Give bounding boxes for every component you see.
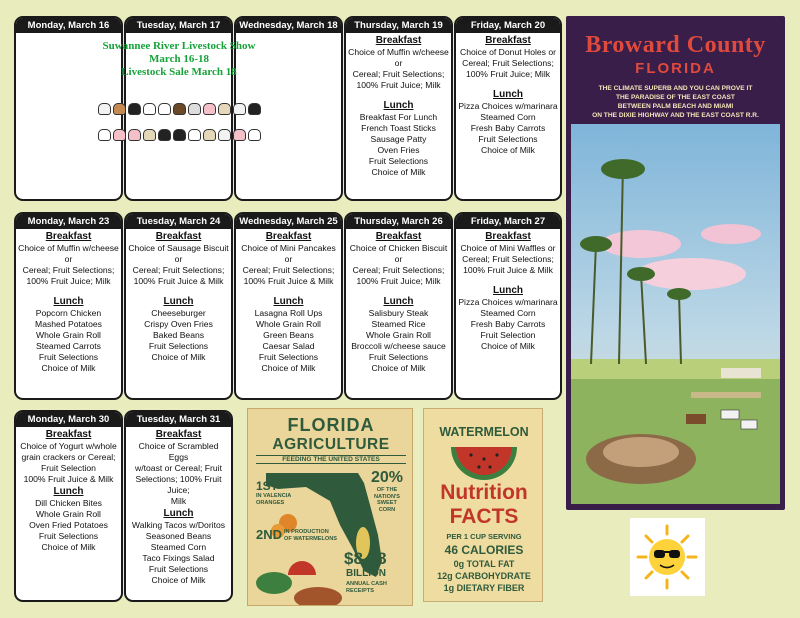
menu-body (346, 229, 451, 376)
breakfast-label: Breakfast (155, 429, 202, 440)
pig-icon (128, 129, 141, 141)
breakfast-line: Choice of Muffin w/cheese or (18, 243, 119, 264)
day-header: Monday, March 30 (16, 412, 121, 427)
cow-icon (248, 103, 261, 115)
breakfast-line: 100% Fruit Juice; Milk (356, 276, 441, 286)
breakfast-line: Cereal; Fruit Selections; (352, 265, 445, 275)
agri-money-note: ANNUAL CASH RECEIPTS (346, 581, 387, 594)
cow-icon (158, 129, 171, 141)
lunch-item: Choice of Milk (261, 363, 316, 373)
sheep-icon (248, 129, 261, 141)
breakfast-line: Choice of Chicken Biscuit or (349, 243, 448, 264)
breakfast-line: Fruit Selection (41, 463, 96, 473)
melon-nutrition: Nutrition (440, 481, 528, 504)
lunch-item: Dill Chicken Bites (35, 498, 102, 508)
poster-tagline (570, 84, 781, 120)
agri-first-note: IN VALENCIA ORANGES (256, 493, 292, 506)
menu-body (126, 229, 231, 365)
day-card-wed25 (234, 212, 343, 400)
lunch-item: Fruit Selections (38, 531, 99, 541)
breakfast-label: Breakfast (375, 231, 422, 242)
lunch-label: Lunch (273, 296, 304, 307)
breakfast-line: Choice of Mini Waffles or (460, 243, 556, 253)
lunch-item: Fruit Selections (258, 352, 319, 362)
lunch-item: Fruit Selections (38, 352, 99, 362)
lunch-item: Mashed Potatoes (35, 319, 102, 329)
breakfast-line: 100% Fruit Juice & Milk (463, 265, 553, 275)
lunch-item: Choice of Milk (41, 542, 96, 552)
breakfast-label: Breakfast (375, 35, 422, 46)
pig-icon (233, 129, 246, 141)
lunch-item: Fresh Baby Carrots (470, 123, 546, 133)
menu-body (456, 229, 560, 354)
lunch-item: Fruit Selection (480, 330, 536, 340)
lunch-item: Whole Grain Roll (256, 319, 321, 329)
pig-icon (203, 103, 216, 115)
lunch-item: Steamed Rice (371, 319, 426, 329)
lunch-item: Oven Fries (377, 145, 420, 155)
day-card-fri27 (454, 212, 562, 400)
melon-calories: 46 CALORIES (444, 543, 524, 557)
melon-fiber: 1g DIETARY FIBER (443, 583, 525, 593)
lunch-item: Crispy Oven Fries (144, 319, 213, 329)
chicken-icon (188, 103, 201, 115)
tagline-3: BETWEEN PALM BEACH AND MIAMI (617, 103, 734, 110)
lunch-item: Salisbury Steak (368, 308, 429, 318)
breakfast-label: Breakfast (265, 231, 312, 242)
animal-row-1 (20, 103, 338, 115)
breakfast-line: Choice of Mini Pancakes or (241, 243, 336, 264)
breakfast-line: Milk (170, 496, 187, 506)
cow-icon (294, 587, 342, 606)
breakfast-line: Selections; 100% Fruit Juice; (135, 474, 222, 495)
lunch-item: Sausage Patty (370, 134, 427, 144)
lunch-item: Pizza Choices w/marinara (458, 101, 558, 111)
breakfast-line: Cereal; Fruit Selections; (462, 254, 554, 264)
melon-fat: 0g TOTAL FAT (453, 559, 515, 569)
lunch-item: Fresh Baby Carrots (470, 319, 546, 329)
lunch-item: Cheeseburger (151, 308, 206, 318)
lunch-item: Choice of Milk (151, 352, 206, 362)
lunch-item: Baked Beans (152, 330, 205, 340)
lunch-label: Lunch (383, 100, 414, 111)
lunch-item: Taco Fixings Salad (142, 553, 215, 563)
chicken-icon (158, 103, 171, 115)
lunch-item: Choice of Milk (481, 341, 535, 351)
melon-serving: PER 1 CUP SERVING (446, 532, 522, 541)
breakfast-line: 100% Fruit Juice; Milk (26, 276, 111, 286)
agri-second: 2ND (256, 527, 283, 542)
breakfast-line: Choice of Sausage Biscuit or (128, 243, 229, 264)
event-title: Suwannee River Livestock Show (102, 40, 256, 52)
lunch-label: Lunch (163, 508, 194, 519)
tagline-4: ON THE DIXIE HIGHWAY AND THE EAST COAST R.R. (592, 112, 759, 119)
lunch-item: French Toast Sticks (361, 123, 436, 133)
day-header: Friday, March 27 (456, 214, 560, 229)
day-header: Thursday, March 26 (346, 214, 451, 229)
event-sale: Livestock Sale March 18 (121, 66, 237, 78)
agri-title-1: FLORIDA (287, 415, 375, 435)
livestock-event (20, 18, 338, 198)
lunch-item: Oven Fried Potatoes (29, 520, 108, 530)
cow-icon (128, 103, 141, 115)
watermelon-icon (288, 561, 316, 575)
menu-body (16, 427, 121, 555)
breakfast-line: Cereal; Fruit Selections; (22, 265, 115, 275)
agri-corn-note: OF THE NATION'S SWEET CORN (373, 487, 401, 513)
sheep-icon (203, 129, 216, 141)
agri-first: 1ST (256, 479, 279, 493)
watermelon-icon (256, 572, 292, 594)
sheep-icon (143, 103, 156, 115)
lunch-item: Popcorn Chicken (35, 308, 102, 318)
day-card-tue24 (124, 212, 233, 400)
cow-icon (218, 129, 231, 141)
day-card-fri20 (454, 16, 562, 201)
cow-icon (113, 103, 126, 115)
lunch-item: Steamed Carrots (36, 341, 101, 351)
lunch-label: Lunch (493, 285, 523, 296)
tagline-1: THE CLIMATE SUPERB AND YOU CAN PROVE IT (598, 85, 753, 92)
lunch-item: Fruit Selections (368, 352, 429, 362)
menu-body (456, 33, 560, 158)
breakfast-label: Breakfast (155, 231, 202, 242)
lunch-item: Lasagna Roll Ups (254, 308, 323, 318)
sun-icon (630, 518, 705, 596)
lunch-item: Choice of Milk (481, 145, 535, 155)
lunch-label: Lunch (493, 89, 523, 100)
broward-county-poster (566, 16, 785, 510)
agri-banner: FEEDING THE UNITED STATES (256, 455, 406, 464)
lunch-item: Steamed Corn (480, 308, 536, 318)
cow-icon (98, 103, 111, 115)
agri-second-note: IN PRODUCTION OF WATERMELONS (284, 529, 338, 542)
chicken-icon (188, 129, 201, 141)
day-header: Tuesday, March 17 (126, 18, 231, 33)
lunch-item: Fruit Selections (368, 156, 429, 166)
pig-icon (113, 129, 126, 141)
breakfast-line: 100% Fruit Juice; Milk (465, 69, 551, 79)
breakfast-line: 100% Fruit Juice & Milk (23, 474, 114, 484)
agri-billion: BILLION (346, 568, 386, 579)
day-header: Wednesday, March 25 (236, 214, 341, 229)
lunch-label: Lunch (53, 486, 84, 497)
lunch-item: Breakfast For Lunch (359, 112, 438, 122)
lunch-item: Steamed Corn (150, 542, 207, 552)
breakfast-line: Choice of Donut Holes or (459, 47, 556, 57)
menu-body (346, 33, 451, 180)
day-header: Thursday, March 19 (346, 18, 451, 33)
lunch-item: Fruit Selections (148, 341, 209, 351)
breakfast-label: Breakfast (485, 231, 531, 242)
melon-facts: FACTS (449, 505, 519, 528)
day-card-mon30 (14, 410, 123, 602)
florida-agriculture-poster (247, 408, 413, 606)
lunch-item: Pizza Choices w/marinara (458, 297, 558, 307)
breakfast-line: grain crackers or Cereal; (21, 452, 116, 462)
lunch-item: Walking Tacos w/Doritos (131, 520, 226, 530)
lunch-item: Fruit Selections (148, 564, 209, 574)
agri-corn-pct: 20% (370, 469, 404, 486)
lunch-item: Choice of Milk (371, 167, 426, 177)
watermelon-nutrition-poster (423, 408, 543, 602)
cow-icon (233, 103, 246, 115)
agri-title-2: AGRICULTURE (272, 436, 390, 453)
lunch-label: Lunch (163, 296, 194, 307)
tagline-2: THE PARADISE OF THE EAST COAST (616, 94, 735, 101)
breakfast-label: Breakfast (485, 35, 531, 46)
lunch-item: Choice of Milk (151, 575, 206, 585)
lunch-item: Whole Grain Roll (36, 509, 101, 519)
day-card-thu26 (344, 212, 453, 400)
cow-icon (173, 103, 186, 115)
breakfast-line: Choice of Yogurt w/whole (20, 441, 117, 451)
chicken-icon (98, 129, 111, 141)
breakfast-line: Choice of Scrambled Eggs (138, 441, 219, 462)
lunch-item: Steamed Corn (480, 112, 536, 122)
lunch-item: Whole Grain Roll (36, 330, 101, 340)
lunch-item: Choice of Milk (41, 363, 96, 373)
breakfast-line: Cereal; Fruit Selections; (242, 265, 335, 275)
animal-row-2 (20, 129, 338, 141)
day-card-tue31 (124, 410, 233, 602)
melon-title: WATERMELON (439, 425, 529, 439)
day-header: Monday, March 16 (16, 18, 121, 33)
day-header: Wednesday, March 18 (236, 18, 341, 33)
menu-body (16, 229, 121, 376)
lunch-item: Green Beans (263, 330, 314, 340)
day-header: Tuesday, March 24 (126, 214, 231, 229)
lunch-label: Lunch (383, 296, 414, 307)
sheep-icon (143, 129, 156, 141)
day-card-mon23 (14, 212, 123, 400)
lunch-item: Choice of Milk (371, 363, 426, 373)
day-header: Friday, March 20 (456, 18, 560, 33)
lunch-item: Seasoned Beans (145, 531, 212, 541)
watermelon-icon (449, 443, 519, 483)
cow-icon (173, 129, 186, 141)
breakfast-line: w/toast or Cereal; Fruit (135, 463, 222, 473)
breakfast-label: Breakfast (45, 429, 92, 440)
breakfast-label: Breakfast (45, 231, 92, 242)
lunch-item: Broccoli w/cheese sauce (351, 341, 446, 351)
breakfast-line: 100% Fruit Juice & Milk (243, 276, 334, 286)
sun-sticker (630, 518, 705, 596)
breakfast-line: 100% Fruit Juice & Milk (133, 276, 224, 286)
poster-title: Broward County (585, 32, 766, 58)
lunch-label: Lunch (53, 296, 84, 307)
lunch-item: Caesar Salad (262, 341, 315, 351)
sheep-icon (218, 103, 231, 115)
menu-body (126, 427, 231, 588)
breakfast-line: Choice of Muffin w/cheese or (348, 47, 449, 68)
florida-landscape-illustration (571, 124, 780, 504)
breakfast-line: 100% Fruit Juice; Milk (356, 80, 441, 90)
day-header: Monday, March 23 (16, 214, 121, 229)
lunch-item: Whole Grain Roll (366, 330, 431, 340)
melon-carb: 12g CARBOHYDRATE (437, 571, 531, 581)
poster-subtitle: FLORIDA (635, 60, 716, 77)
breakfast-line: Cereal; Fruit Selections; (462, 58, 554, 68)
day-card-thu19 (344, 16, 453, 201)
event-dates: March 16-18 (149, 53, 209, 65)
day-header: Tuesday, March 31 (126, 412, 231, 427)
breakfast-line: Cereal; Fruit Selections; (352, 69, 445, 79)
breakfast-line: Cereal; Fruit Selections; (132, 265, 225, 275)
agri-money: $8.88 (344, 549, 387, 568)
menu-body (236, 229, 341, 376)
lunch-item: Fruit Selections (478, 134, 538, 144)
